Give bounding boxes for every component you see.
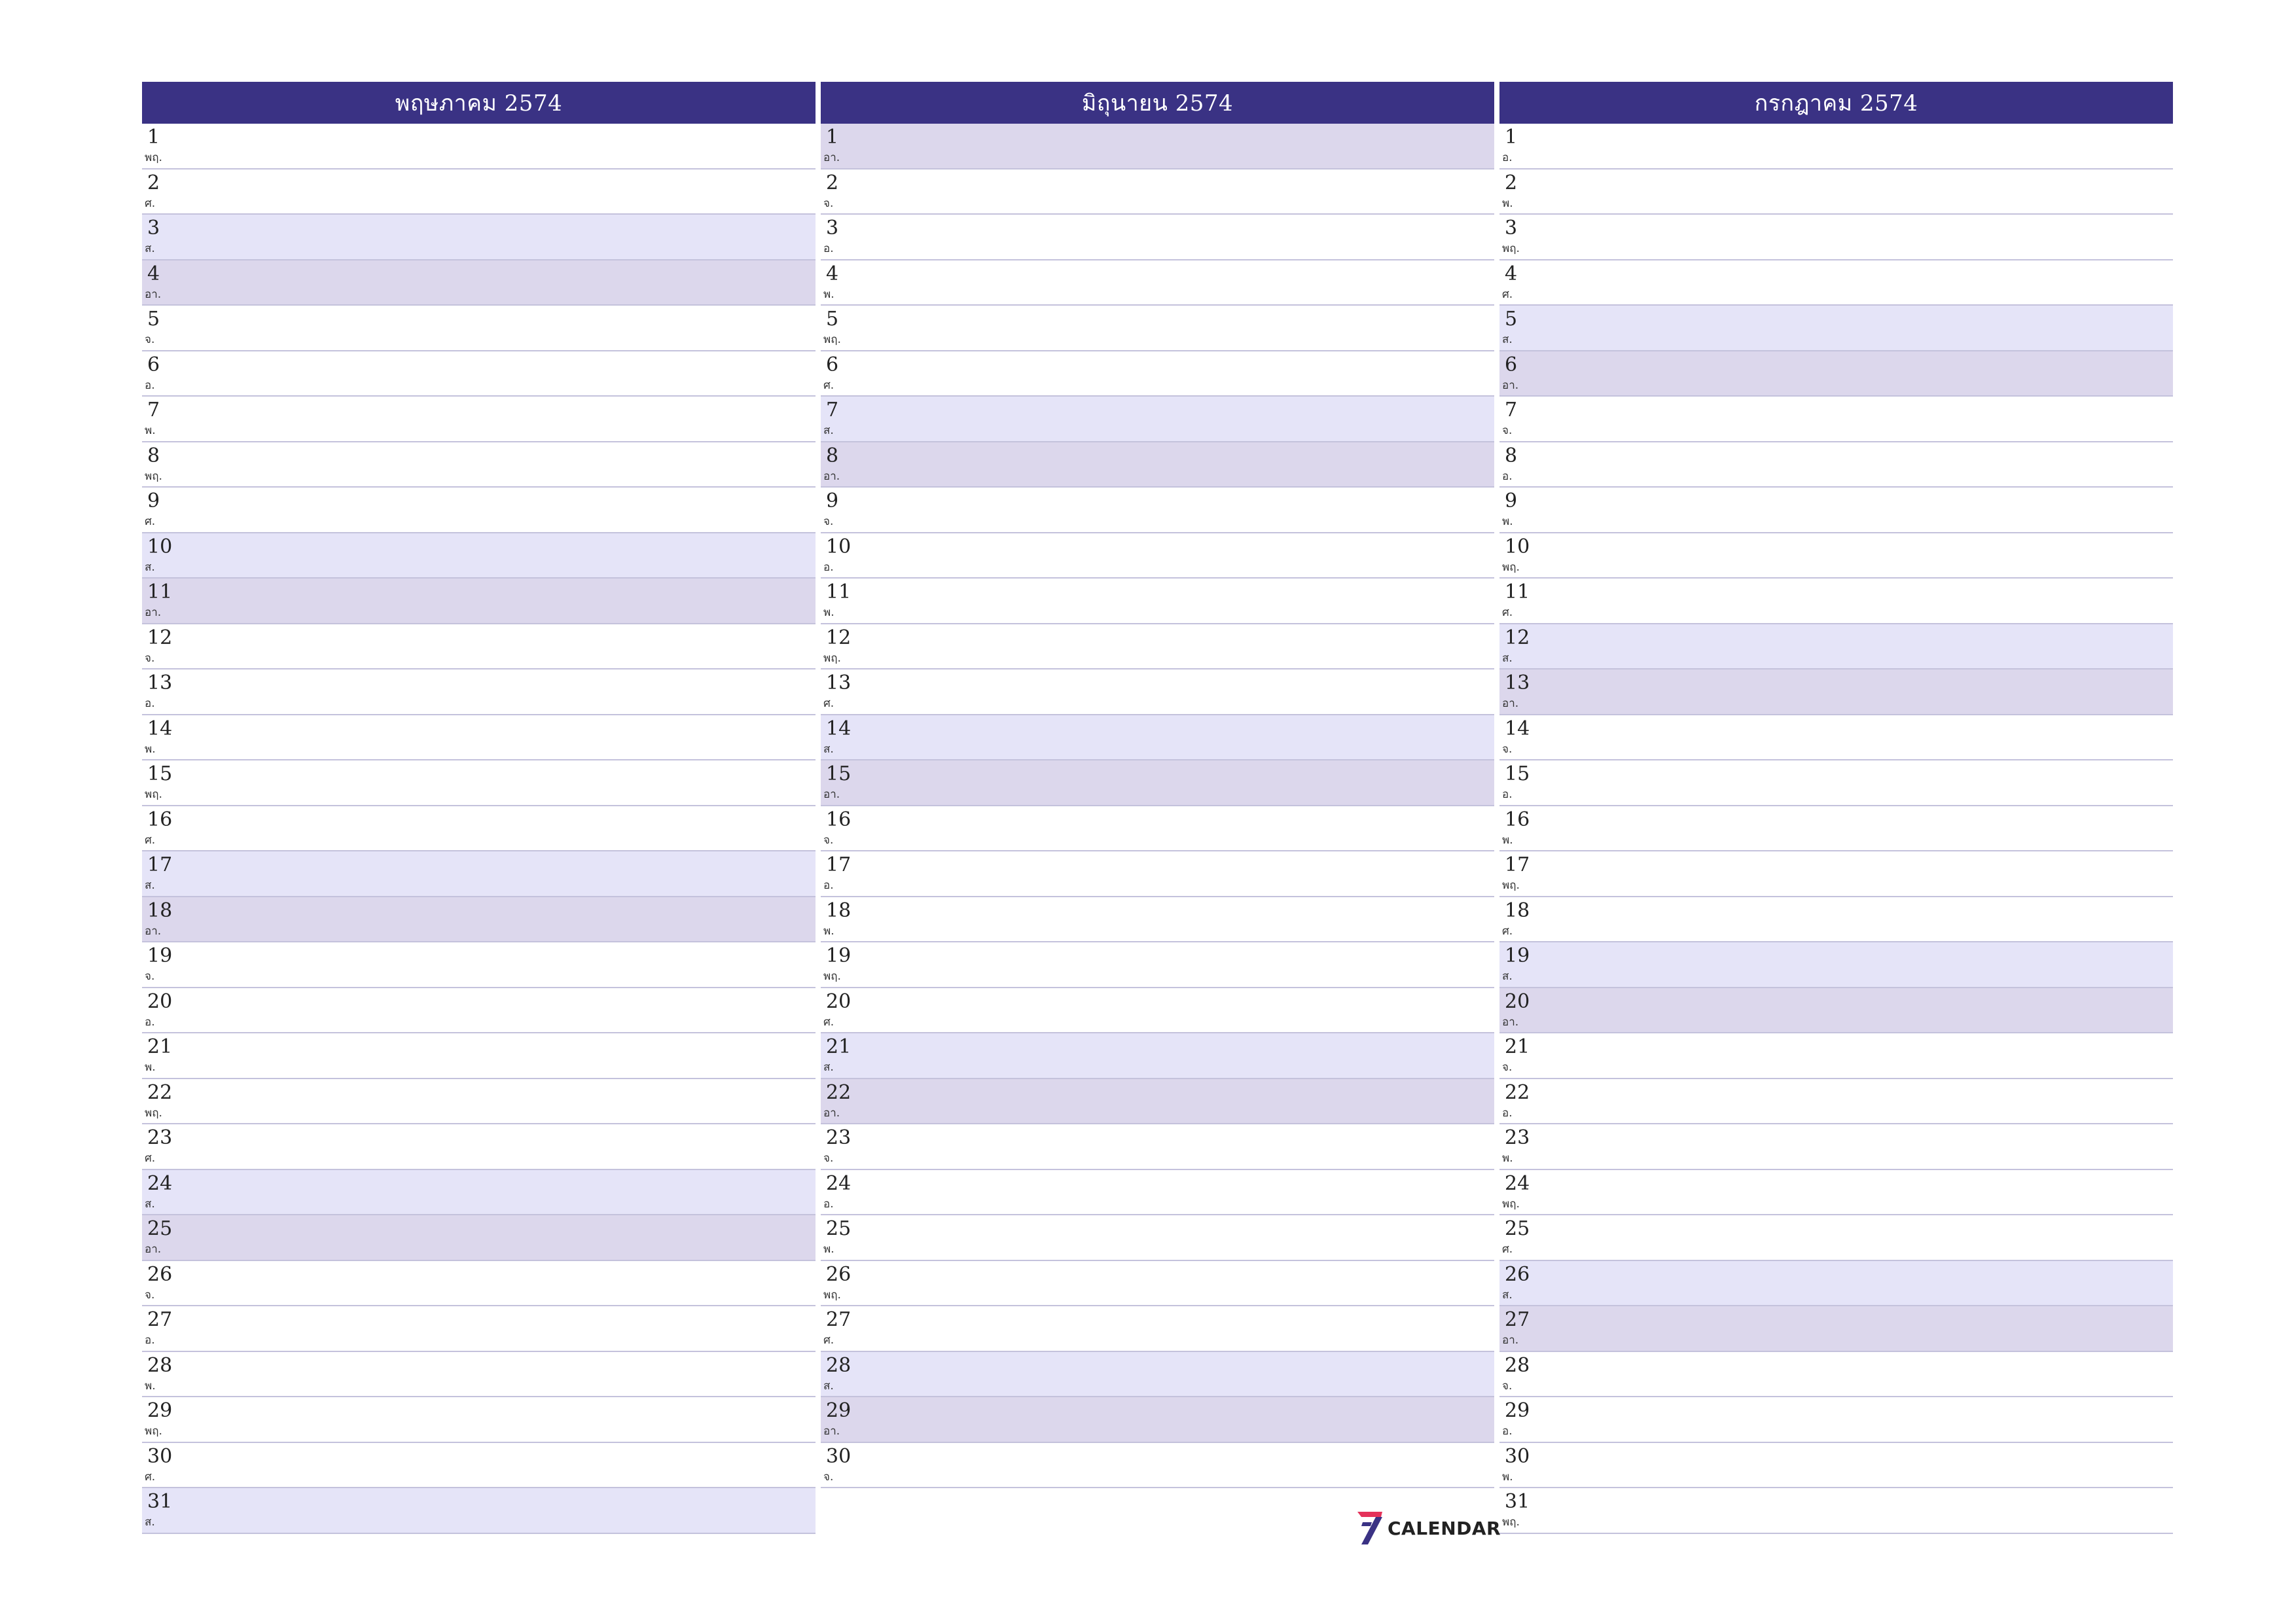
day-list: [142, 124, 816, 1534]
day-list: [821, 124, 1494, 1488]
day-number: 22: [1505, 1080, 1530, 1104]
month-header: [1499, 82, 2173, 124]
logo-text: CALENDAR: [1388, 1517, 1501, 1539]
day-number: 22: [147, 1080, 173, 1104]
month-header: [142, 82, 816, 124]
day-number: 17: [826, 853, 852, 876]
day-row: [142, 579, 816, 624]
day-row: [1499, 397, 2173, 442]
day-of-week: อ.: [1502, 469, 1513, 483]
day-of-week: พ.: [1502, 196, 1513, 210]
day-of-week: ศ.: [823, 1015, 834, 1029]
day-row: [142, 488, 816, 533]
day-row: [1499, 488, 2173, 533]
day-row: [821, 1397, 1494, 1443]
day-number: 19: [147, 944, 173, 967]
day-of-week: ส.: [1502, 1288, 1513, 1302]
day-row: [821, 624, 1494, 670]
day-of-week: จ.: [145, 970, 155, 983]
day-row: [142, 533, 816, 579]
day-of-week: จ.: [823, 1470, 834, 1484]
day-row: [142, 351, 816, 397]
day-of-week: อา.: [1502, 697, 1519, 710]
day-number: 1: [147, 126, 160, 149]
day-number: 3: [147, 217, 160, 240]
day-number: 5: [147, 308, 160, 330]
day-row: [142, 897, 816, 943]
day-number: 3: [1505, 217, 1518, 240]
day-row: [821, 1352, 1494, 1398]
day-row: [1499, 669, 2173, 715]
day-of-week: จ.: [1502, 742, 1513, 756]
day-row: [821, 169, 1494, 215]
day-number: 21: [1505, 1035, 1530, 1058]
day-row: [821, 488, 1494, 533]
day-number: 13: [826, 671, 852, 694]
day-of-week: ส.: [823, 424, 834, 437]
day-of-week: ส.: [145, 560, 155, 574]
day-number: 1: [826, 126, 839, 149]
day-number: 9: [1505, 490, 1518, 512]
day-of-week: ศ.: [1502, 1243, 1513, 1256]
day-row: [142, 260, 816, 306]
day-row: [142, 806, 816, 852]
day-of-week: พ.: [1502, 1152, 1513, 1165]
day-row: [1499, 1488, 2173, 1534]
day-of-week: พ.: [145, 1061, 156, 1074]
day-number: 23: [147, 1126, 173, 1149]
day-number: 31: [147, 1490, 173, 1513]
day-of-week: พ.: [1502, 515, 1513, 528]
day-row: [1499, 624, 2173, 670]
day-of-week: ส.: [145, 1197, 155, 1211]
day-number: 26: [147, 1262, 173, 1286]
day-of-week: ส.: [145, 879, 155, 892]
day-number: 25: [826, 1217, 852, 1240]
day-of-week: พฤ.: [1502, 560, 1520, 574]
day-of-week: จ.: [1502, 424, 1513, 437]
day-of-week: จ.: [1502, 1061, 1513, 1074]
day-of-week: อ.: [823, 242, 834, 255]
month-title: มิถุนายน 2574: [1081, 90, 1234, 116]
day-row: [1499, 260, 2173, 306]
day-row: [142, 1261, 816, 1307]
day-number: 12: [826, 626, 852, 649]
month-header: [821, 82, 1494, 124]
day-of-week: พฤ.: [145, 469, 162, 483]
day-row: [821, 1306, 1494, 1352]
day-number: 5: [1505, 308, 1518, 330]
day-number: 13: [147, 671, 173, 694]
day-of-week: ส.: [1502, 970, 1513, 983]
day-of-week: ส.: [145, 242, 155, 255]
day-row: [821, 260, 1494, 306]
day-row: [1499, 215, 2173, 260]
day-number: 15: [826, 762, 852, 785]
day-number: 25: [147, 1217, 173, 1240]
day-row: [142, 715, 816, 761]
day-of-week: พฤ.: [823, 1288, 841, 1302]
day-number: 13: [1505, 671, 1530, 694]
day-row: [821, 942, 1494, 988]
day-row: [1499, 306, 2173, 351]
day-number: 10: [147, 535, 173, 558]
day-number: 14: [1505, 717, 1530, 740]
day-row: [1499, 169, 2173, 215]
day-row: [142, 1352, 816, 1398]
day-of-week: พฤ.: [823, 333, 841, 346]
day-row: [1499, 1397, 2173, 1443]
day-of-week: อา.: [823, 151, 840, 164]
day-row: [821, 1215, 1494, 1261]
day-row: [142, 1215, 816, 1261]
day-number: 4: [147, 262, 160, 285]
day-row: [1499, 1443, 2173, 1489]
day-number: 18: [147, 899, 173, 922]
day-number: 23: [1505, 1126, 1530, 1149]
day-of-week: ศ.: [823, 378, 834, 392]
day-row: [142, 1488, 816, 1534]
day-row: [1499, 942, 2173, 988]
day-of-week: ส.: [823, 1379, 834, 1393]
day-of-week: ส.: [823, 1061, 834, 1074]
day-row: [1499, 1124, 2173, 1170]
day-of-week: พฤ.: [145, 1106, 162, 1120]
day-number: 3: [826, 217, 839, 240]
day-of-week: พฤ.: [1502, 1197, 1520, 1211]
day-row: [142, 169, 816, 215]
day-number: 24: [147, 1171, 173, 1195]
day-list: [1499, 124, 2173, 1534]
day-row: [1499, 442, 2173, 488]
day-row: [821, 124, 1494, 169]
day-of-week: ส.: [1502, 651, 1513, 665]
day-row: [142, 942, 816, 988]
day-number: 2: [1505, 171, 1518, 194]
day-number: 7: [1505, 399, 1518, 421]
day-row: [821, 1033, 1494, 1079]
day-number: 26: [1505, 1262, 1530, 1286]
day-row: [142, 215, 816, 260]
day-of-week: พ.: [823, 287, 834, 301]
day-of-week: จ.: [823, 833, 834, 847]
day-number: 4: [826, 262, 839, 285]
day-row: [1499, 1215, 2173, 1261]
day-row: [1499, 851, 2173, 897]
day-of-week: ศ.: [145, 196, 156, 210]
day-number: 6: [1505, 353, 1518, 376]
day-row: [821, 442, 1494, 488]
day-number: 25: [1505, 1217, 1530, 1240]
day-number: 8: [826, 444, 839, 467]
day-of-week: พ.: [823, 606, 834, 619]
day-row: [142, 1306, 816, 1352]
day-of-week: จ.: [823, 196, 834, 210]
day-number: 11: [1505, 580, 1530, 603]
month-title: พฤษภาคม 2574: [395, 90, 563, 116]
day-row: [142, 1124, 816, 1170]
day-number: 10: [826, 535, 852, 558]
day-row: [1499, 351, 2173, 397]
day-of-week: อา.: [145, 924, 162, 938]
day-of-week: อา.: [1502, 1015, 1519, 1029]
day-number: 20: [147, 990, 173, 1013]
day-row: [142, 851, 816, 897]
day-number: 8: [1505, 444, 1518, 467]
day-of-week: พฤ.: [1502, 242, 1520, 255]
day-number: 19: [826, 944, 852, 967]
day-of-week: อ.: [823, 879, 834, 892]
day-of-week: อ.: [1502, 1106, 1513, 1120]
day-row: [142, 669, 816, 715]
day-of-week: จ.: [1502, 1379, 1513, 1393]
day-row: [1499, 806, 2173, 852]
day-of-week: อา.: [145, 1243, 162, 1256]
day-number: 6: [147, 353, 160, 376]
day-of-week: ศ.: [1502, 606, 1513, 619]
brand-logo: [1355, 1510, 1501, 1546]
day-row: [821, 760, 1494, 806]
day-of-week: จ.: [823, 1152, 834, 1165]
day-row: [821, 1170, 1494, 1216]
day-of-week: จ.: [145, 333, 155, 346]
day-number: 8: [147, 444, 160, 467]
day-number: 16: [147, 808, 173, 831]
day-number: 19: [1505, 944, 1530, 967]
day-number: 24: [826, 1171, 852, 1195]
day-of-week: อ.: [823, 1197, 834, 1211]
day-number: 12: [1505, 626, 1530, 649]
day-of-week: พฤ.: [145, 788, 162, 801]
day-row: [1499, 1352, 2173, 1398]
day-number: 28: [826, 1353, 852, 1377]
day-of-week: ศ.: [145, 833, 156, 847]
day-number: 31: [1505, 1490, 1530, 1513]
day-of-week: อ.: [145, 378, 155, 392]
day-of-week: อ.: [1502, 788, 1513, 801]
day-number: 17: [147, 853, 173, 876]
day-number: 27: [147, 1308, 173, 1331]
day-row: [1499, 760, 2173, 806]
day-number: 7: [147, 399, 160, 421]
month-column-may: [142, 82, 816, 1534]
day-row: [1499, 124, 2173, 169]
day-row: [1499, 1261, 2173, 1307]
day-number: 27: [1505, 1308, 1530, 1331]
day-number: 21: [826, 1035, 852, 1058]
day-number: 11: [147, 580, 173, 603]
day-row: [142, 306, 816, 351]
day-number: 30: [147, 1444, 173, 1468]
day-number: 22: [826, 1080, 852, 1104]
day-row: [821, 579, 1494, 624]
day-row: [142, 1443, 816, 1489]
day-row: [1499, 1079, 2173, 1125]
day-row: [1499, 897, 2173, 943]
day-number: 29: [1505, 1399, 1530, 1422]
day-row: [142, 624, 816, 670]
day-number: 12: [147, 626, 173, 649]
day-row: [821, 351, 1494, 397]
day-number: 1: [1505, 126, 1518, 149]
day-row: [821, 669, 1494, 715]
day-number: 18: [1505, 899, 1530, 922]
day-number: 17: [1505, 853, 1530, 876]
day-of-week: ศ.: [823, 1334, 834, 1347]
day-number: 7: [826, 399, 839, 421]
day-number: 2: [826, 171, 839, 194]
day-row: [821, 306, 1494, 351]
day-of-week: พ.: [823, 1243, 834, 1256]
day-of-week: อา.: [823, 469, 840, 483]
day-of-week: จ.: [145, 1288, 155, 1302]
day-of-week: อา.: [823, 1425, 840, 1438]
day-of-week: อา.: [823, 788, 840, 801]
day-of-week: ศ.: [145, 1470, 156, 1484]
day-of-week: พ.: [145, 1379, 156, 1393]
day-number: 16: [826, 808, 852, 831]
day-number: 28: [147, 1353, 173, 1377]
day-row: [821, 533, 1494, 579]
day-number: 21: [147, 1035, 173, 1058]
day-number: 24: [1505, 1171, 1530, 1195]
day-row: [142, 124, 816, 169]
day-row: [142, 988, 816, 1034]
day-number: 14: [826, 717, 852, 740]
day-row: [821, 715, 1494, 761]
day-number: 28: [1505, 1353, 1530, 1377]
day-number: 29: [826, 1399, 852, 1422]
day-number: 29: [147, 1399, 173, 1422]
day-row: [1499, 533, 2173, 579]
day-row: [821, 851, 1494, 897]
day-row: [821, 1261, 1494, 1307]
day-row: [821, 1443, 1494, 1489]
day-of-week: จ.: [145, 651, 155, 665]
day-of-week: พ.: [145, 424, 156, 437]
day-of-week: ศ.: [145, 515, 156, 528]
day-number: 20: [826, 990, 852, 1013]
day-of-week: ศ.: [823, 697, 834, 710]
day-of-week: ส.: [145, 1516, 155, 1529]
day-row: [142, 1079, 816, 1125]
day-number: 30: [826, 1444, 852, 1468]
day-of-week: พฤ.: [145, 1425, 162, 1438]
day-row: [142, 760, 816, 806]
day-number: 30: [1505, 1444, 1530, 1468]
day-of-week: พฤ.: [1502, 1516, 1520, 1529]
day-number: 15: [147, 762, 173, 785]
day-row: [1499, 715, 2173, 761]
day-number: 16: [1505, 808, 1530, 831]
day-row: [1499, 579, 2173, 624]
day-of-week: ส.: [823, 742, 834, 756]
day-number: 11: [826, 580, 852, 603]
day-of-week: อ.: [145, 1334, 155, 1347]
day-row: [142, 442, 816, 488]
day-row: [821, 897, 1494, 943]
day-row: [142, 1397, 816, 1443]
day-of-week: อ.: [1502, 151, 1513, 164]
day-number: 15: [1505, 762, 1530, 785]
day-number: 26: [826, 1262, 852, 1286]
day-row: [1499, 1033, 2173, 1079]
day-row: [821, 397, 1494, 442]
day-row: [1499, 1306, 2173, 1352]
day-of-week: อ.: [145, 697, 155, 710]
day-row: [821, 806, 1494, 852]
day-of-week: พฤ.: [823, 970, 841, 983]
day-number: 6: [826, 353, 839, 376]
day-of-week: อ.: [1502, 1425, 1513, 1438]
day-number: 20: [1505, 990, 1530, 1013]
day-of-week: พ.: [1502, 833, 1513, 847]
day-of-week: อา.: [823, 1106, 840, 1120]
day-of-week: พฤ.: [145, 151, 162, 164]
day-number: 23: [826, 1126, 852, 1149]
month-column-july: [1499, 82, 2173, 1534]
day-row: [142, 1170, 816, 1216]
day-number: 14: [147, 717, 173, 740]
day-number: 9: [147, 490, 160, 512]
day-row: [821, 1079, 1494, 1125]
day-number: 4: [1505, 262, 1518, 285]
day-of-week: พ.: [145, 742, 156, 756]
day-row: [1499, 1170, 2173, 1216]
month-column-june: [821, 82, 1494, 1488]
day-number: 10: [1505, 535, 1530, 558]
day-of-week: พ.: [1502, 1470, 1513, 1484]
day-of-week: อ.: [145, 1015, 155, 1029]
day-number: 5: [826, 308, 839, 330]
day-number: 27: [826, 1308, 852, 1331]
day-number: 9: [826, 490, 839, 512]
day-of-week: จ.: [823, 515, 834, 528]
month-title: กรกฎาคม 2574: [1754, 90, 1918, 116]
day-of-week: อา.: [145, 606, 162, 619]
day-row: [1499, 988, 2173, 1034]
day-row: [142, 1033, 816, 1079]
day-row: [821, 988, 1494, 1034]
day-of-week: อ.: [823, 560, 834, 574]
day-of-week: ศ.: [1502, 287, 1513, 301]
day-of-week: อา.: [1502, 1334, 1519, 1347]
day-of-week: ศ.: [145, 1152, 156, 1165]
day-of-week: อา.: [145, 287, 162, 301]
day-of-week: ศ.: [1502, 924, 1513, 938]
day-of-week: พ.: [823, 924, 834, 938]
day-number: 18: [826, 899, 852, 922]
seven-mark-icon: [1355, 1510, 1384, 1546]
day-row: [821, 1124, 1494, 1170]
day-of-week: อา.: [1502, 378, 1519, 392]
day-of-week: พฤ.: [823, 651, 841, 665]
day-row: [142, 397, 816, 442]
day-of-week: ส.: [1502, 333, 1513, 346]
day-of-week: พฤ.: [1502, 879, 1520, 892]
day-row: [821, 215, 1494, 260]
day-number: 2: [147, 171, 160, 194]
